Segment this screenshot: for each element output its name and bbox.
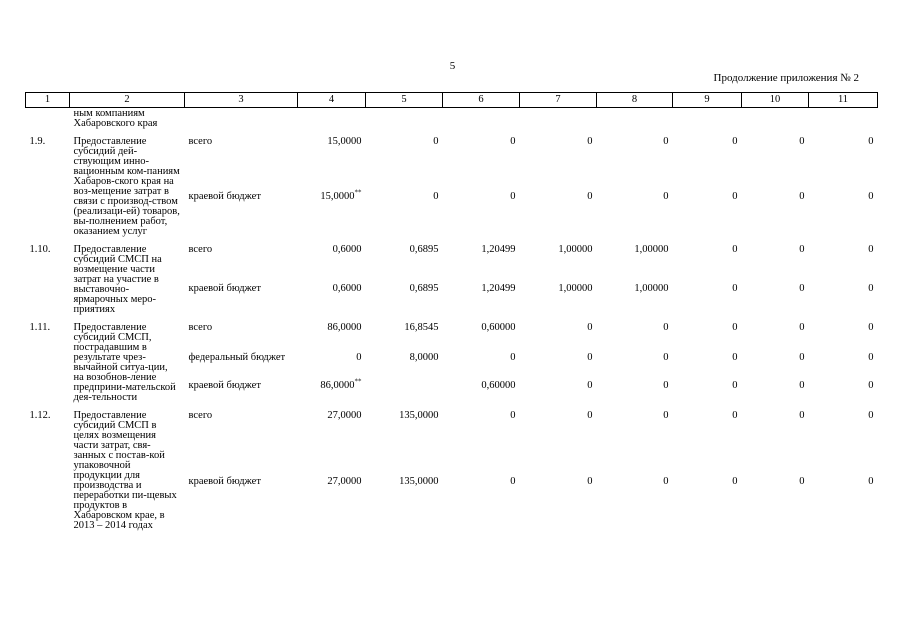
value-text: 0 — [868, 379, 874, 391]
table-row — [26, 315, 878, 347]
table-row — [26, 403, 878, 471]
header-cell: 2 — [70, 93, 185, 108]
value-cell-v11 — [809, 403, 878, 471]
value-cell-v8 — [597, 186, 673, 237]
footnote-marker: ** — [354, 377, 362, 386]
value-text: 0 — [868, 410, 874, 421]
value-text: 0 — [663, 379, 669, 391]
value-cell-v8 — [597, 237, 673, 278]
value-cell-v8 — [597, 129, 673, 186]
value-text: 1,00000 — [634, 244, 669, 255]
value-cell-v11 — [809, 278, 878, 315]
value-cell-v11 — [809, 471, 878, 531]
value-text: 1,20499 — [481, 244, 516, 255]
value-cell-v9 — [673, 186, 742, 237]
header-cell: 4 — [298, 93, 366, 108]
continuation-label: Продолжение приложения № 2 — [713, 72, 859, 84]
value-text: 0 — [732, 136, 738, 147]
value-cell-v11 — [809, 237, 878, 278]
measure-name: Предоставление субсидий СМСП в целях возмещения части затрат, свя-занных с постав-кой упаковочной продукции для производства и переработки пи-щевых продуктов в Хабаровском крае, в 2013 – 2014 годах — [73, 410, 177, 531]
value-text: 135,0000 — [399, 475, 439, 487]
header-row — [26, 93, 878, 108]
measure-name: Предоставление субсидий СМСП на возмещение части затрат на участие в выставочно-ярмарочных меро-приятиях — [73, 244, 162, 315]
value-text: 15,0000 — [327, 136, 362, 147]
row-number: 1.12. — [29, 410, 51, 421]
value-text: 0 — [732, 379, 738, 391]
value-cell-v4 — [298, 278, 366, 315]
value-text: 0 — [433, 191, 439, 203]
value-text: 0 — [732, 351, 738, 363]
value-text: 1,00000 — [634, 283, 669, 295]
value-cell-v6 — [443, 347, 520, 375]
header-cell: 7 — [520, 93, 597, 108]
value-text: 0 — [732, 244, 738, 255]
value-cell-v7 — [520, 278, 597, 315]
value-text: 0 — [799, 136, 805, 147]
value-cell-v11 — [809, 347, 878, 375]
value-text: 27,0000 — [327, 410, 362, 421]
value-text: 0 — [799, 322, 805, 333]
value-text: 0 — [799, 244, 805, 255]
value-cell-v10 — [742, 129, 809, 186]
header-cell: 3 — [185, 93, 298, 108]
value-text: 0 — [587, 475, 593, 487]
value-cell-v10 — [742, 278, 809, 315]
value-cell-v4 — [298, 237, 366, 278]
page-number: 5 — [449, 60, 456, 72]
value-text: 15,0000 — [320, 191, 355, 203]
value-text: 0 — [510, 136, 516, 147]
value-cell-v10 — [742, 237, 809, 278]
value-text: 0 — [732, 410, 738, 421]
value-text: 0 — [510, 475, 516, 487]
header-cell: 8 — [597, 93, 673, 108]
value-cell-v7 — [520, 129, 597, 186]
continued-name: ным компаниям Хабаровского края — [73, 108, 158, 129]
header-cell: 9 — [673, 93, 742, 108]
value-text: 0 — [799, 351, 805, 363]
value-text: 0 — [868, 351, 874, 363]
value-cell-v10 — [742, 471, 809, 531]
value-cell-v8 — [597, 471, 673, 531]
value-cell-v7 — [520, 403, 597, 471]
value-text: 0 — [663, 475, 669, 487]
value-cell-v9 — [673, 375, 742, 403]
funding-source: краевой бюджет — [188, 475, 261, 487]
header-cell: 5 — [366, 93, 443, 108]
value-cell-v5 — [366, 403, 443, 471]
value-text: 0 — [663, 191, 669, 203]
value-cell-v8 — [597, 347, 673, 375]
value-cell-v8 — [597, 375, 673, 403]
value-cell-v4 — [298, 315, 366, 347]
funding-source: федеральный бюджет — [188, 351, 286, 363]
value-cell-v10 — [742, 315, 809, 347]
value-cell-v6 — [443, 278, 520, 315]
value-cell-v5 — [366, 375, 443, 403]
value-cell-v9 — [673, 237, 742, 278]
value-text: 0,6000 — [332, 244, 362, 255]
table-row — [26, 129, 878, 186]
value-cell-v7 — [520, 471, 597, 531]
value-text: 0,60000 — [481, 322, 516, 333]
measure-name: Предоставление субсидий СМСП, пострадавшим в результате чрез-вычайной ситуа-ции, на возобнов-ление предприни-мательской дея-тельности — [73, 322, 176, 403]
value-cell-v11 — [809, 315, 878, 347]
funding-source: всего — [188, 322, 213, 333]
continued-row — [26, 108, 878, 130]
value-cell-v5 — [366, 186, 443, 237]
funding-source: краевой бюджет — [188, 191, 261, 203]
value-text: 0 — [356, 351, 362, 363]
measure-name: Предоставление субсидий дей-ствующим инно-вационным ком-паниям Хабаров-ского края на воз-мещение затрат в связи с производ-ством (реализаци-ей) товаров, вы-полнением работ, оказанием услуг — [73, 136, 180, 237]
value-text: 0 — [510, 191, 516, 203]
row-number: 1.9. — [29, 136, 46, 147]
value-text: 1,20499 — [481, 283, 516, 295]
value-cell-v6 — [443, 129, 520, 186]
value-cell-v4 — [298, 186, 366, 237]
value-text: 86,0000 — [320, 379, 355, 391]
value-cell-v7 — [520, 375, 597, 403]
value-text: 86,0000 — [327, 322, 362, 333]
value-text: 0 — [799, 475, 805, 487]
value-cell-v4 — [298, 347, 366, 375]
value-text: 0,6895 — [409, 244, 439, 255]
value-text: 0 — [799, 191, 805, 203]
value-cell-v11 — [809, 129, 878, 186]
value-text: 0 — [799, 283, 805, 295]
value-cell-v7 — [520, 347, 597, 375]
value-cell-v4 — [298, 129, 366, 186]
value-cell-v6 — [443, 471, 520, 531]
value-text: 0 — [663, 322, 669, 333]
value-text: 1,00000 — [558, 244, 593, 255]
value-text: 0 — [868, 322, 874, 333]
value-cell-v8 — [597, 403, 673, 471]
value-text: 0 — [868, 136, 874, 147]
header-cell: 1 — [26, 93, 70, 108]
value-cell-v5 — [366, 471, 443, 531]
header-cell: 10 — [742, 93, 809, 108]
value-cell-v9 — [673, 278, 742, 315]
value-cell-v6 — [443, 237, 520, 278]
value-text: 8,0000 — [409, 351, 439, 363]
value-text: 0 — [732, 191, 738, 203]
value-cell-v9 — [673, 471, 742, 531]
value-text: 0 — [510, 410, 516, 421]
value-text: 16,8545 — [404, 322, 439, 333]
value-cell-v11 — [809, 375, 878, 403]
value-cell-v11 — [809, 186, 878, 237]
value-cell-v10 — [742, 347, 809, 375]
value-text: 0 — [433, 136, 439, 147]
value-cell-v10 — [742, 403, 809, 471]
value-cell-v5 — [366, 129, 443, 186]
value-cell-v6 — [443, 186, 520, 237]
value-cell-v9 — [673, 315, 742, 347]
value-text: 0 — [587, 191, 593, 203]
value-cell-v9 — [673, 129, 742, 186]
value-text: 135,0000 — [399, 410, 439, 421]
value-text: 0 — [732, 475, 738, 487]
funding-source: всего — [188, 136, 213, 147]
value-text: 0 — [587, 136, 593, 147]
value-cell-v4 — [298, 403, 366, 471]
value-text: 0 — [868, 475, 874, 487]
value-text: 0 — [799, 379, 805, 391]
value-cell-v6 — [443, 375, 520, 403]
row-number: 1.11. — [29, 322, 51, 333]
value-cell-v5 — [366, 278, 443, 315]
value-cell-v8 — [597, 315, 673, 347]
value-cell-v10 — [742, 186, 809, 237]
value-cell-v5 — [366, 347, 443, 375]
value-text: 0 — [587, 351, 593, 363]
value-text: 0 — [663, 351, 669, 363]
value-text: 0 — [732, 283, 738, 295]
funding-source: краевой бюджет — [188, 379, 261, 391]
table-row — [26, 237, 878, 278]
appendix-table — [25, 92, 878, 531]
value-text: 0 — [868, 244, 874, 255]
value-text: 0 — [663, 410, 669, 421]
value-text: 0 — [868, 283, 874, 295]
value-cell-v6 — [443, 403, 520, 471]
value-text: 0 — [587, 410, 593, 421]
value-text: 0,6000 — [332, 283, 362, 295]
value-cell-v8 — [597, 278, 673, 315]
value-cell-v5 — [366, 315, 443, 347]
value-text: 0 — [510, 351, 516, 363]
value-cell-v7 — [520, 237, 597, 278]
value-cell-v4 — [298, 375, 366, 403]
funding-source: всего — [188, 410, 213, 421]
value-text: 0 — [799, 410, 805, 421]
value-text: 0 — [587, 322, 593, 333]
value-cell-v7 — [520, 186, 597, 237]
funding-source: краевой бюджет — [188, 283, 261, 295]
value-cell-v4 — [298, 471, 366, 531]
value-text: 0 — [663, 136, 669, 147]
value-cell-v6 — [443, 315, 520, 347]
value-text: 0 — [868, 191, 874, 203]
footnote-marker: ** — [354, 188, 362, 197]
value-cell-v9 — [673, 347, 742, 375]
value-cell-v5 — [366, 237, 443, 278]
value-text: 1,00000 — [558, 283, 593, 295]
value-text: 0,60000 — [481, 379, 516, 391]
value-text: 0 — [732, 322, 738, 333]
value-cell-v10 — [742, 375, 809, 403]
row-number: 1.10. — [29, 244, 51, 255]
value-text: 27,0000 — [327, 475, 362, 487]
header-cell: 11 — [809, 93, 878, 108]
value-text: 0 — [587, 379, 593, 391]
header-cell: 6 — [443, 93, 520, 108]
funding-source: всего — [188, 244, 213, 255]
value-text: 0,6895 — [409, 283, 439, 295]
value-cell-v7 — [520, 315, 597, 347]
value-cell-v9 — [673, 403, 742, 471]
